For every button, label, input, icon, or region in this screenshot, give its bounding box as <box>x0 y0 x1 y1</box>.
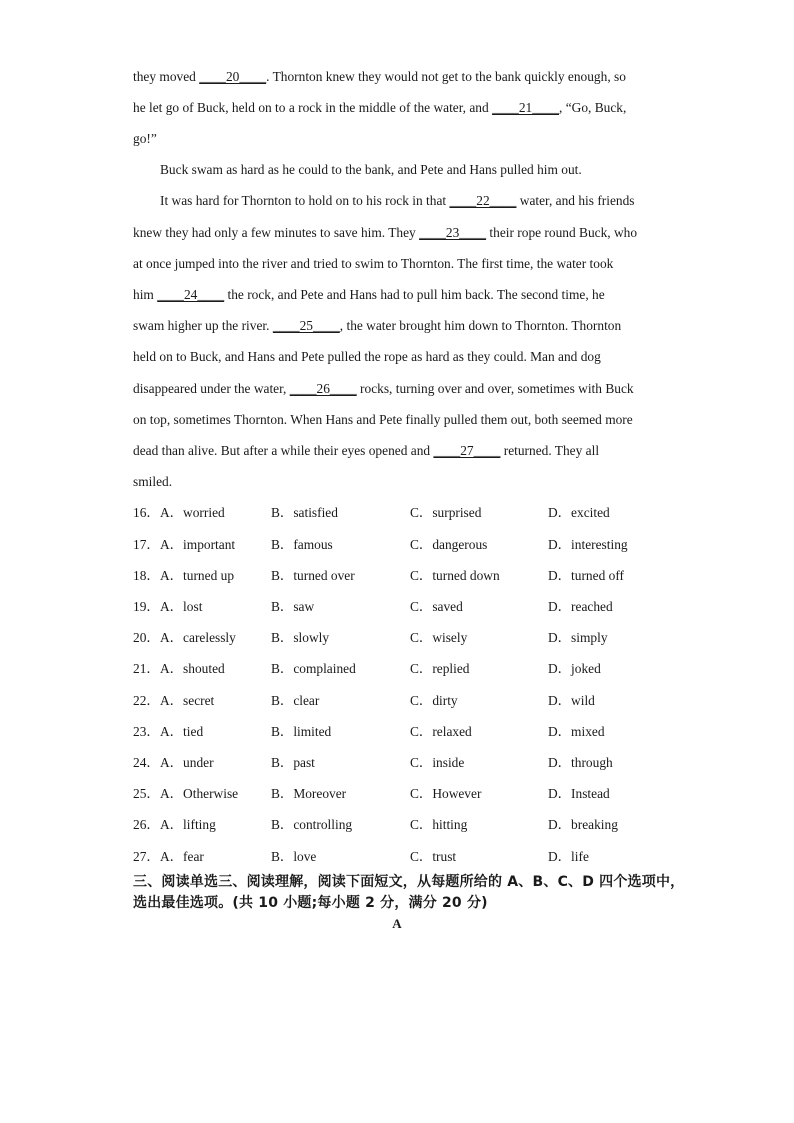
option-a: A．secret <box>160 693 215 708</box>
question-number: 25． <box>133 786 160 801</box>
option-c: C．wisely <box>410 630 468 645</box>
option-d: D．through <box>548 755 613 770</box>
option-c: C．saved <box>410 599 463 614</box>
question-number: 22． <box>133 693 160 708</box>
question-number: 23． <box>133 724 160 739</box>
passage-text: on top, sometimes Thornton. When Hans and Pete finally pulled them out, both seemed more <box>133 412 633 427</box>
blank-21: ____21____ <box>492 100 560 115</box>
passage-text: smiled. <box>133 474 173 489</box>
passage-text: . Thornton knew they would not get to the bank quickly enough, so <box>266 69 626 84</box>
passage-text: , the water brought him down to Thornton. Thornton <box>339 318 622 333</box>
option-c: C．replied <box>410 661 470 676</box>
option-b: B．controlling <box>271 817 353 832</box>
passage-text: water, and his friends <box>516 193 635 208</box>
option-a: A．Otherwise <box>160 786 239 801</box>
question-number: 20． <box>133 630 160 645</box>
question-row <box>133 629 693 647</box>
passage-text: dead than alive. But after a while their eyes opened and <box>133 443 434 458</box>
option-a: A．lost <box>160 599 203 614</box>
option-b: B．famous <box>271 537 333 552</box>
option-a: A．important <box>160 537 236 552</box>
blank-23: ____23____ <box>419 225 487 240</box>
option-a: A．worried <box>160 505 225 520</box>
passage-text: , “Go, Buck, <box>559 100 627 115</box>
option-c: C．turned down <box>410 568 500 583</box>
passage-line-3 <box>133 130 157 148</box>
option-b: B．Moreover <box>271 786 347 801</box>
option-d: D．breaking <box>548 817 618 832</box>
passage-text: him <box>133 287 158 302</box>
passage-line-2 <box>133 99 626 117</box>
option-c: C．surprised <box>410 505 482 520</box>
option-d: D．mixed <box>548 724 605 739</box>
passage-text: swam higher up the river. <box>133 318 273 333</box>
option-b: B．slowly <box>271 630 330 645</box>
option-c: C．However <box>410 786 482 801</box>
passage-line-8 <box>133 286 605 304</box>
passage-text: disappeared under the water, <box>133 381 290 396</box>
blank-25: ____25____ <box>272 318 340 333</box>
passage-line-1 <box>133 68 626 86</box>
passage-text: their rope round Buck, who <box>486 225 638 240</box>
question-row <box>133 723 693 741</box>
blank-26: ____26____ <box>289 381 357 396</box>
option-c: C．dangerous <box>410 537 488 552</box>
question-row <box>133 785 693 803</box>
question-number: 18． <box>133 568 160 583</box>
passage-line-10 <box>133 348 601 366</box>
passage-text: returned. They all <box>500 443 600 458</box>
option-d: D．excited <box>548 505 610 520</box>
option-b: B．limited <box>271 724 332 739</box>
option-a: A．lifting <box>160 817 216 832</box>
passage-text: It was hard for Thornton to hold on to his rock in that <box>160 193 450 208</box>
passage-line-4 <box>160 161 582 179</box>
option-d: D．turned off <box>548 568 624 583</box>
blank-24: ____24____ <box>157 287 225 302</box>
option-b: B．love <box>271 849 317 864</box>
part-label: A <box>392 916 402 931</box>
passage-line-14 <box>133 473 172 491</box>
option-b: B．satisfied <box>271 505 338 520</box>
option-d: D．reached <box>548 599 613 614</box>
option-c: C．hitting <box>410 817 468 832</box>
question-number: 17． <box>133 537 160 552</box>
option-c: C．inside <box>410 755 465 770</box>
option-b: B．saw <box>271 599 315 614</box>
option-d: D．simply <box>548 630 608 645</box>
option-a: A．under <box>160 755 214 770</box>
option-b: B．clear <box>271 693 320 708</box>
question-row <box>133 504 693 522</box>
passage-text: rocks, turning over and over, sometimes with Buck <box>356 381 634 396</box>
passage-line-11 <box>133 380 634 398</box>
passage-text: Buck swam as hard as he could to the bank, and Pete and Hans pulled him out. <box>160 162 582 177</box>
option-c: C．dirty <box>410 693 458 708</box>
passage-text: they moved <box>133 69 200 84</box>
question-number: 27． <box>133 849 160 864</box>
option-b: B．past <box>271 755 315 770</box>
option-c: C．trust <box>410 849 457 864</box>
option-a: A．tied <box>160 724 204 739</box>
option-d: D．interesting <box>548 537 628 552</box>
section-heading-line-2: 选出最佳选项。(共 10 小题;每小题 2 分，满分 20 分) <box>133 895 488 911</box>
question-row <box>133 567 693 585</box>
blank-22: ____22____ <box>449 193 517 208</box>
passage-text: he let go of Buck, held on to a rock in the middle of the water, and <box>133 100 493 115</box>
passage-text: held on to Buck, and Hans and Pete pulled the rope as hard as they could. Man and dog <box>133 349 601 364</box>
question-number: 24． <box>133 755 160 770</box>
question-row <box>133 816 693 834</box>
passage-text: knew they had only a few minutes to save him. They <box>133 225 420 240</box>
question-row <box>133 536 693 554</box>
passage-line-6 <box>133 224 637 242</box>
question-number: 21． <box>133 661 160 676</box>
question-number: 26． <box>133 817 160 832</box>
option-a: A．shouted <box>160 661 225 676</box>
option-d: D．joked <box>548 661 601 676</box>
option-c: C．relaxed <box>410 724 472 739</box>
passage-line-13 <box>133 442 599 460</box>
option-b: B．turned over <box>271 568 355 583</box>
blank-27: ____27____ <box>433 443 501 458</box>
blank-20: ____20____ <box>199 69 267 84</box>
option-b: B．complained <box>271 661 356 676</box>
passage-line-12 <box>133 411 633 429</box>
question-row <box>133 692 693 710</box>
option-d: D．life <box>548 849 589 864</box>
passage-line-5 <box>160 192 635 210</box>
question-row <box>133 848 693 866</box>
passage-line-7 <box>133 255 613 273</box>
passage-text: at once jumped into the river and tried to swim to Thornton. The first time, the water took <box>133 256 614 271</box>
question-number: 16． <box>133 505 160 520</box>
question-row <box>133 754 693 772</box>
option-a: A．turned up <box>160 568 235 583</box>
option-a: A．carelessly <box>160 630 236 645</box>
option-a: A．fear <box>160 849 204 864</box>
option-d: D．wild <box>548 693 595 708</box>
question-number: 19． <box>133 599 160 614</box>
passage-line-9 <box>133 317 621 335</box>
section-heading-line-1: 三、阅读单选三、阅读理解，阅读下面短文，从每题所给的 A、B、C、D 四个选项中， <box>133 874 685 890</box>
option-d: D．Instead <box>548 786 610 801</box>
question-row <box>133 660 693 678</box>
passage-text: the rock, and Pete and Hans had to pull him back. The second time, he <box>224 287 605 302</box>
passage-text: go!” <box>133 131 157 146</box>
question-row <box>133 598 693 616</box>
